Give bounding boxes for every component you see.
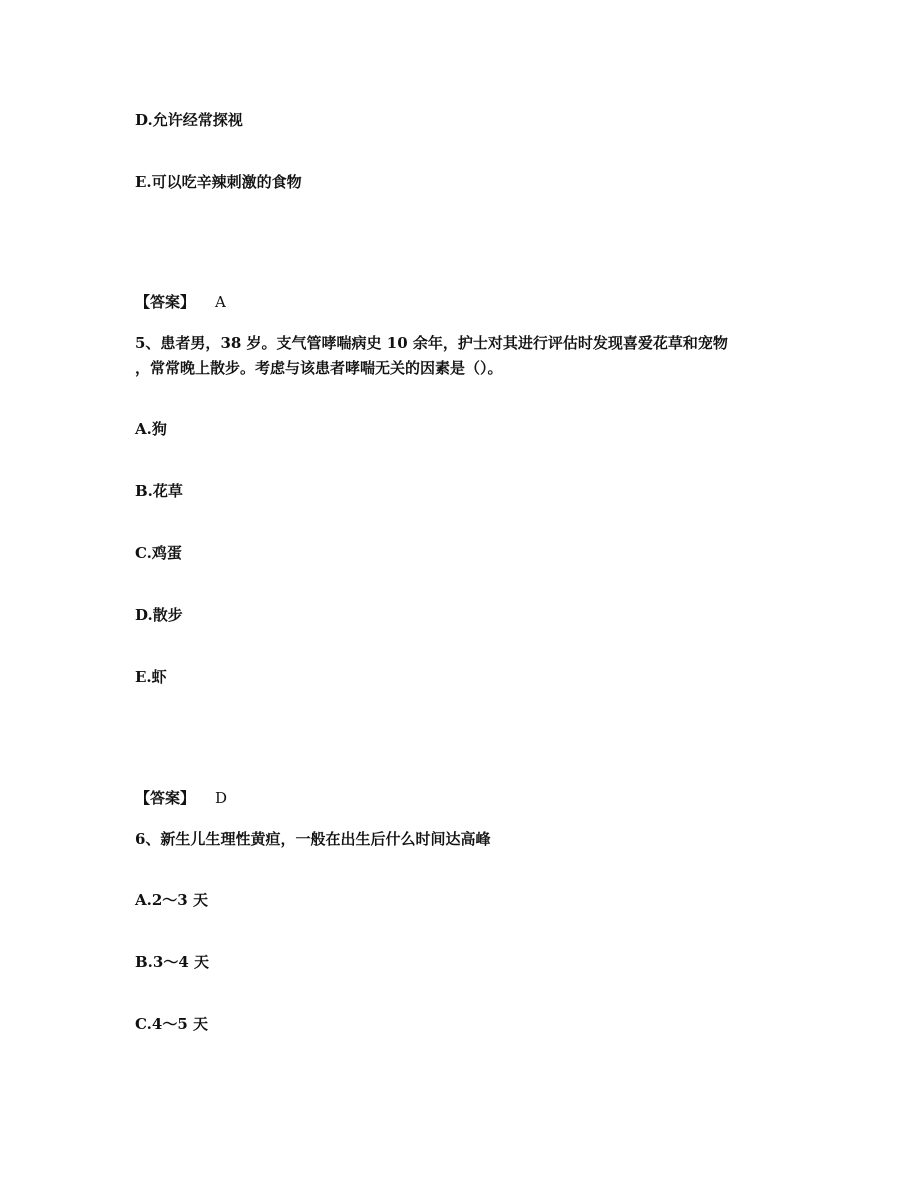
answer-4 bbox=[135, 292, 226, 312]
question-6-option-b: B.3～4 天 bbox=[135, 953, 209, 971]
question-5-option-c: C.鸡蛋 bbox=[135, 544, 182, 562]
answer-label: 【答案】 bbox=[135, 789, 196, 807]
answer-5 bbox=[135, 788, 227, 808]
option-d-prev: D.允许经常探视 bbox=[135, 111, 243, 129]
question-5-line-2: ，常常晚上散步。考虑与该患者哮喘无关的因素是（）。 bbox=[135, 359, 503, 377]
option-e-prev: E.可以吃辛辣刺激的食物 bbox=[135, 173, 302, 191]
question-5-option-a: A.狗 bbox=[135, 420, 167, 438]
question-6-text: 6、新生儿生理性黄疸，一般在出生后什么时间达高峰 bbox=[135, 830, 491, 848]
question-5-option-e: E.虾 bbox=[135, 668, 167, 686]
answer-value: D bbox=[215, 789, 228, 807]
question-5-line-1: 5、患者男，38 岁。支气管哮喘病史 10 余年，护士对其进行评估时发现喜爱花草和宠物 bbox=[135, 334, 728, 352]
question-6-option-c: C.4～5 天 bbox=[135, 1015, 208, 1033]
answer-value: A bbox=[215, 293, 226, 311]
question-5-option-d: D.散步 bbox=[135, 606, 183, 624]
answer-label: 【答案】 bbox=[135, 293, 196, 311]
question-6-option-a: A.2～3 天 bbox=[135, 891, 208, 909]
question-5-option-b: B.花草 bbox=[135, 482, 183, 500]
